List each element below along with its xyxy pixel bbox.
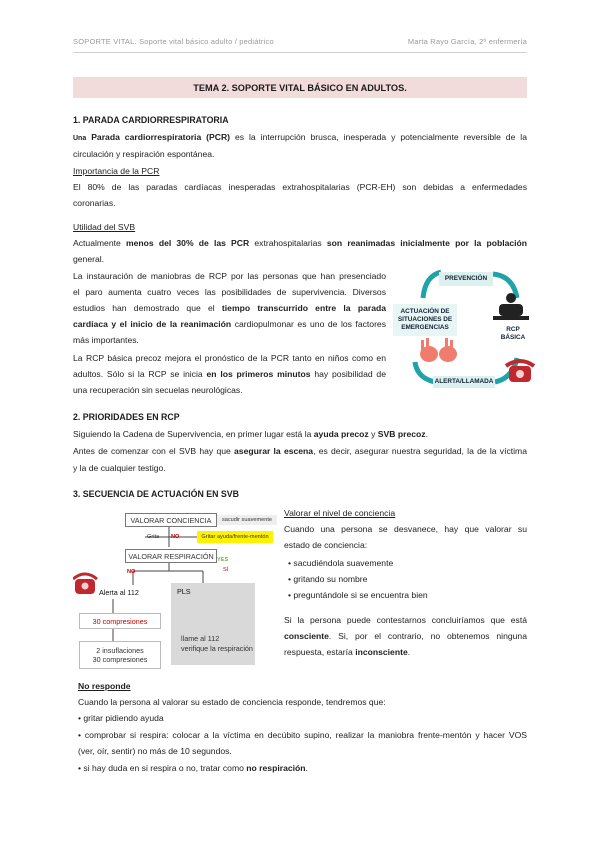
consciousness-line2: estado de conciencia:: [284, 540, 368, 550]
utility-line1: Actualmente menos del 30% de las PCR extrahospitalarias son reanimadas inicialmente por la población: [73, 238, 528, 248]
s2-line1: Siguiendo la Cadena de Supervivencia, en primer lugar está la ayuda precoz y SVB precoz.: [73, 429, 428, 439]
no-response-item2: • comprobar si respira: colocar a la víctima en decúbito supino, realizar la maniobra frente-mentón y hacer VOS: [78, 730, 527, 740]
conclusion-line1: Si la persona puede contestarnos concluiríamos que está: [284, 615, 527, 625]
page-title: TEMA 2. SOPORTE VITAL BÁSICO EN ADULTOS.: [193, 82, 407, 93]
cycle-emergency-action: ACTUACIÓN DE SITUACIONES DE EMERGENCIAS: [393, 304, 457, 336]
telephone-icon: [506, 361, 534, 382]
cycle-arrow-bottom-left: [415, 362, 435, 382]
s1-definition-line2: circulación y respiración espontánea.: [73, 149, 215, 159]
flow-alert-112: Alerta al 112: [99, 587, 139, 597]
svb-flowchart: [73, 505, 278, 677]
cycle-alert-call: ALERTA/LLAMADA: [433, 376, 495, 388]
header-divider: [73, 52, 527, 53]
p-line4: cardíaca y el inicio de la reanimación cardiopulmonar es uno de los factores: [73, 319, 387, 329]
survival-cycle-diagram: [393, 262, 539, 400]
title-banner: [73, 77, 527, 98]
importance-line2: coronarias.: [73, 198, 116, 208]
flow-no-label-2: NO: [127, 568, 136, 575]
consciousness-title: Valorar el nivel de conciencia: [284, 508, 396, 518]
flow-no-label-1: NO: [171, 533, 180, 540]
flow-si-label: SÍ: [223, 566, 229, 573]
p-line5: más importantes.: [73, 335, 139, 345]
importance-title: Importancia de la PCR: [73, 166, 160, 176]
s2-line3: y la de cualquier testigo.: [73, 463, 166, 473]
p-line8: una recuperación sin secuelas neurológicas.: [73, 385, 243, 395]
cycle-prevention: PREVENCIÓN: [439, 272, 493, 286]
cpr-figure-icon: [493, 293, 529, 320]
utility-line2: general.: [73, 254, 105, 264]
no-response-item1: • gritar pidiendo ayuda: [78, 713, 164, 723]
flow-shake-gently: sacudir suavemente: [217, 515, 277, 525]
p-line1: La instauración de maniobras de RCP por las personas que han presenciado: [73, 271, 386, 281]
flow-call-112: llame al 112: [181, 633, 220, 643]
header-left: SOPORTE VITAL. Soporte vital básico adulto / pediátrico: [73, 37, 274, 46]
flowchart-phone-icon: [73, 574, 97, 594]
conclusion-line2: consciente. Si, por el contrario, no obtenemos ninguna: [284, 631, 527, 641]
conclusion-line3: respuesta, estaría inconsciente.: [284, 647, 411, 657]
importance-line1: El 80% de las paradas cardíacas inesperadas extrahospitalarias (PCR-EH) son debidas a enfermedades: [73, 182, 527, 192]
no-response-title: No responde: [78, 681, 131, 691]
flow-assess-consciousness: VALORAR CONCIENCIA: [125, 513, 217, 527]
flow-2-insufflations: 2 insuflaciones: [96, 646, 144, 655]
cycle-basic-cpr: RCP BÁSICA: [500, 326, 526, 341]
section-2-heading: 2. PRIORIDADES EN RCP: [73, 412, 180, 422]
consciousness-line1: Cuando una persona se desvanece, hay que valorar su: [284, 524, 527, 534]
p-line2: el paro aumenta cuatro veces las posibilidades de supervivencia. Diversos: [73, 287, 386, 297]
no-response-item3: • si hay duda en si respira o no, tratar como no respiración.: [78, 763, 308, 773]
flow-pls: PLS: [177, 587, 191, 596]
p-line3: estudios han demostrado que el tiempo transcurrido entre la parada: [73, 303, 386, 313]
p-line7: adultos. Sólo si la RCP se inicia en los primeros minutos hay posibilidad de: [73, 369, 386, 379]
flow-30-compressions-2: 30 compresiones: [92, 655, 148, 664]
s2-line2: Antes de comenzar con el SVB hay que asegurar la escena, es decir, asegurar nuestra seguridad, la de la víctima: [73, 446, 527, 456]
flow-30-compressions: 30 compresiones: [79, 613, 161, 629]
section-3-heading: 3. SECUENCIA DE ACTUACIÓN EN SVB: [73, 489, 240, 499]
p-line6: La RCP básica precoz mejora el pronóstico de la PCR tanto en niños como en: [73, 353, 386, 363]
bullet-ask-ok: • preguntándole si se encuentra bien: [288, 590, 428, 600]
flow-insufflations-box: [79, 641, 161, 669]
flow-call-help: Gritar ayuda/frente-mentón: [197, 531, 273, 543]
flow-yes-label: YES: [217, 556, 229, 563]
no-response-item2-cont: (ver, oír, sentir) no más de 10 segundos.: [78, 746, 232, 756]
hands-icon: [420, 338, 457, 362]
no-response-intro: Cuando la persona al valorar su estado de conciencia responde, tendremos que:: [78, 697, 386, 707]
flow-assess-breathing: VALORAR RESPIRACIÓN: [125, 549, 217, 563]
flow-shout: Grita: [147, 533, 160, 540]
header-right: Marta Rayo García, 2º enfermería: [407, 37, 527, 46]
s1-definition-line1: Una Parada cardiorrespiratoria (PCR) es la interrupción brusca, inesperada y potencialmente reversible de la: [73, 132, 527, 142]
bullet-shout-name: • gritando su nombre: [288, 574, 368, 584]
utility-title: Utilidad del SVB: [73, 222, 136, 232]
flow-verify-breathing: verifique la respiración: [181, 643, 253, 653]
bullet-shake: • sacudiéndola suavemente: [288, 558, 394, 568]
section-1-heading: 1. PARADA CARDIORRESPIRATORIA: [73, 115, 229, 125]
